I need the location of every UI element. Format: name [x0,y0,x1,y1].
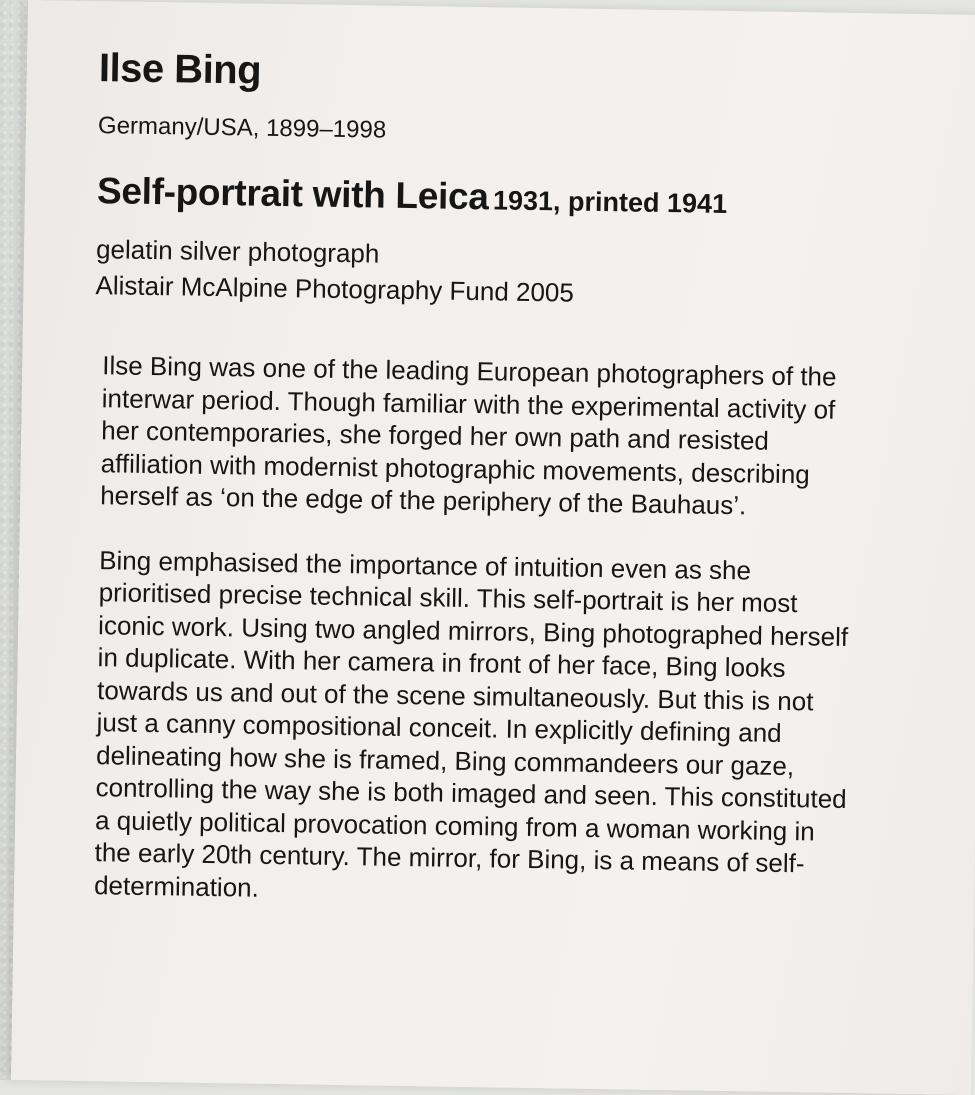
artist-origin-dates: Germany/USA, 1899–1998 [97,112,387,144]
label-content [85,45,889,945]
artist-name: Ilse Bing [98,46,262,93]
artwork-date: 1931, printed 1941 [492,185,728,220]
museum-wall-label [11,0,975,1095]
description-paragraph-2: Bing emphasised the importance of intuition even as she prioritised precise technical skill. This self-portrait is her most iconic work. Using two angled mirrors, Bing photographed herself in duplicate. With her camera in front of her face, Bing looks towards us and out of the scene simultaneously. But this is not just a canny compositional conceit. In explicitly defining and delineating how she is framed, Bing commandeers our gaze, controlling the way she is both imaged and seen. This constituted a quietly political provocation coming from a woman working in the early 20th century. The mirror, for Bing, is a means of self-determination. [93,544,849,903]
artwork-title-line [97,169,888,233]
credit-line: Alistair McAlpine Photography Fund 2005 [95,270,575,308]
artwork-medium: gelatin silver photograph [95,234,380,269]
description-paragraph-1: Ilse Bing was one of the leading European photographers of the interwar period. Though familiar with the experimental activity of her contemporaries, she forged her own path and resisted affiliation with modernist photographic movements, describing herself as ‘on the edge of the periphery of the Bauhaus’. [99,350,837,521]
label-description [86,349,855,913]
artwork-title: Self-portrait with Leica [96,170,489,218]
